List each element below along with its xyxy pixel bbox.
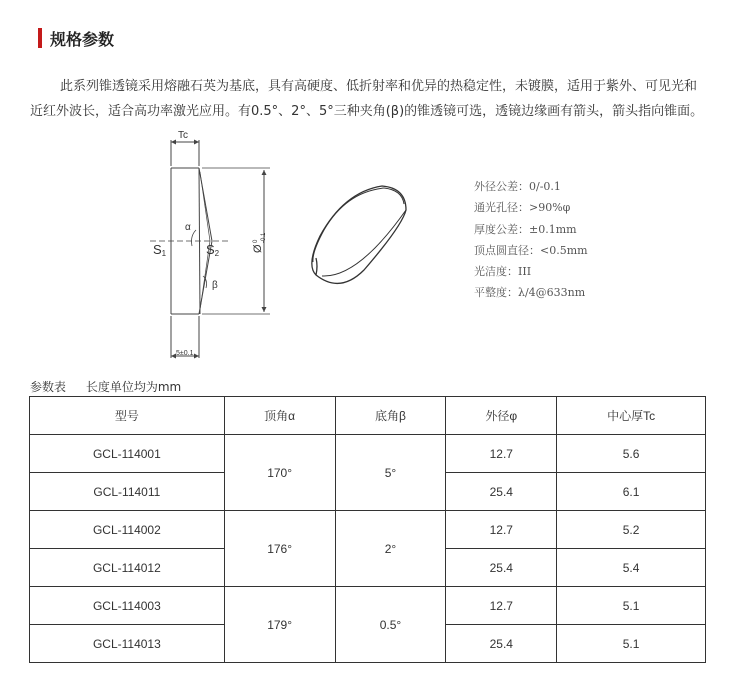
spec-surface-quality: 光洁度：III	[474, 265, 532, 279]
diameter-tol-lower: -0.1	[261, 232, 267, 243]
lens-cross-section-diagram	[140, 128, 280, 363]
header-outer-diameter: 外径φ	[446, 397, 557, 435]
table-row	[30, 511, 706, 549]
base-angle-cell: 2°	[335, 511, 446, 587]
model-cell: GCL-114003	[30, 587, 225, 625]
table-caption-title: 参数表	[30, 380, 67, 394]
spec-outer-diameter-tolerance: 外径公差：0/-0.1	[474, 180, 561, 193]
spec-list	[474, 176, 588, 304]
diameter-label: Ø	[252, 244, 264, 253]
thickness-cell: 5.1	[557, 625, 706, 663]
apex-angle-cell: 176°	[224, 511, 335, 587]
base-angle-cell: 0.5°	[335, 587, 446, 663]
intro-paragraph	[30, 74, 720, 124]
spec-thickness-tolerance: 厚度公差：±0.1mm	[474, 222, 577, 236]
base-angle-cell: 5°	[335, 435, 446, 511]
intro-line-2: 近红外波长，适合高功率激光应用。有0.5°、2°、5°三种夹角(β)的锥透镜可选，透镜边缘画有箭头，箭头指向锥面。	[30, 104, 704, 119]
table-row	[30, 435, 706, 473]
diameter-cell: 12.7	[446, 511, 557, 549]
thickness-cell: 5.4	[557, 549, 706, 587]
diameter-cell: 12.7	[446, 587, 557, 625]
spec-clear-aperture: 通光孔径：>90%φ	[474, 201, 571, 215]
parameter-table	[29, 396, 706, 663]
thickness-cell: 5.6	[557, 435, 706, 473]
header-center-thickness: 中心厚Tc	[557, 397, 706, 435]
diameter-cell: 25.4	[446, 625, 557, 663]
table-header-row	[30, 397, 706, 435]
thickness-cell: 6.1	[557, 473, 706, 511]
diameter-tol-upper: 0	[253, 239, 259, 243]
table-row	[30, 587, 706, 625]
tc-label: Tc	[178, 130, 188, 141]
header-model: 型号	[30, 397, 225, 435]
beta-label: β	[212, 280, 218, 291]
edge-thickness-label: 5±0.1	[176, 350, 194, 357]
spec-apex-diameter: 顶点圆直径：<0.5mm	[474, 243, 588, 257]
model-cell: GCL-114001	[30, 435, 225, 473]
thickness-cell: 5.2	[557, 511, 706, 549]
model-cell: GCL-114002	[30, 511, 225, 549]
alpha-label: α	[185, 222, 191, 233]
table-unit-note: 长度单位均为mm	[85, 380, 182, 394]
thickness-cell: 5.1	[557, 587, 706, 625]
section-header	[38, 27, 114, 49]
diameter-cell: 25.4	[446, 473, 557, 511]
apex-angle-cell: 179°	[224, 587, 335, 663]
diameter-cell: 12.7	[446, 435, 557, 473]
spec-flatness: 平整度：λ/4@633nm	[474, 286, 586, 300]
model-cell: GCL-114012	[30, 549, 225, 587]
table-caption	[30, 378, 181, 395]
model-cell: GCL-114013	[30, 625, 225, 663]
diameter-cell: 25.4	[446, 549, 557, 587]
lens-3d-illustration	[298, 178, 418, 298]
section-accent-bar	[38, 28, 42, 48]
header-base-angle: 底角β	[335, 397, 446, 435]
s2-label: S2	[206, 242, 220, 258]
s1-label: S1	[153, 242, 167, 258]
section-title: 规格参数	[50, 29, 115, 49]
header-apex-angle: 顶角α	[224, 397, 335, 435]
model-cell: GCL-114011	[30, 473, 225, 511]
intro-line-1: 此系列锥透镜采用熔融石英为基底，具有高硬度、低折射率和优异的热稳定性，未镀膜，适用于紫外、可见光和	[60, 79, 698, 94]
apex-angle-cell: 170°	[224, 435, 335, 511]
